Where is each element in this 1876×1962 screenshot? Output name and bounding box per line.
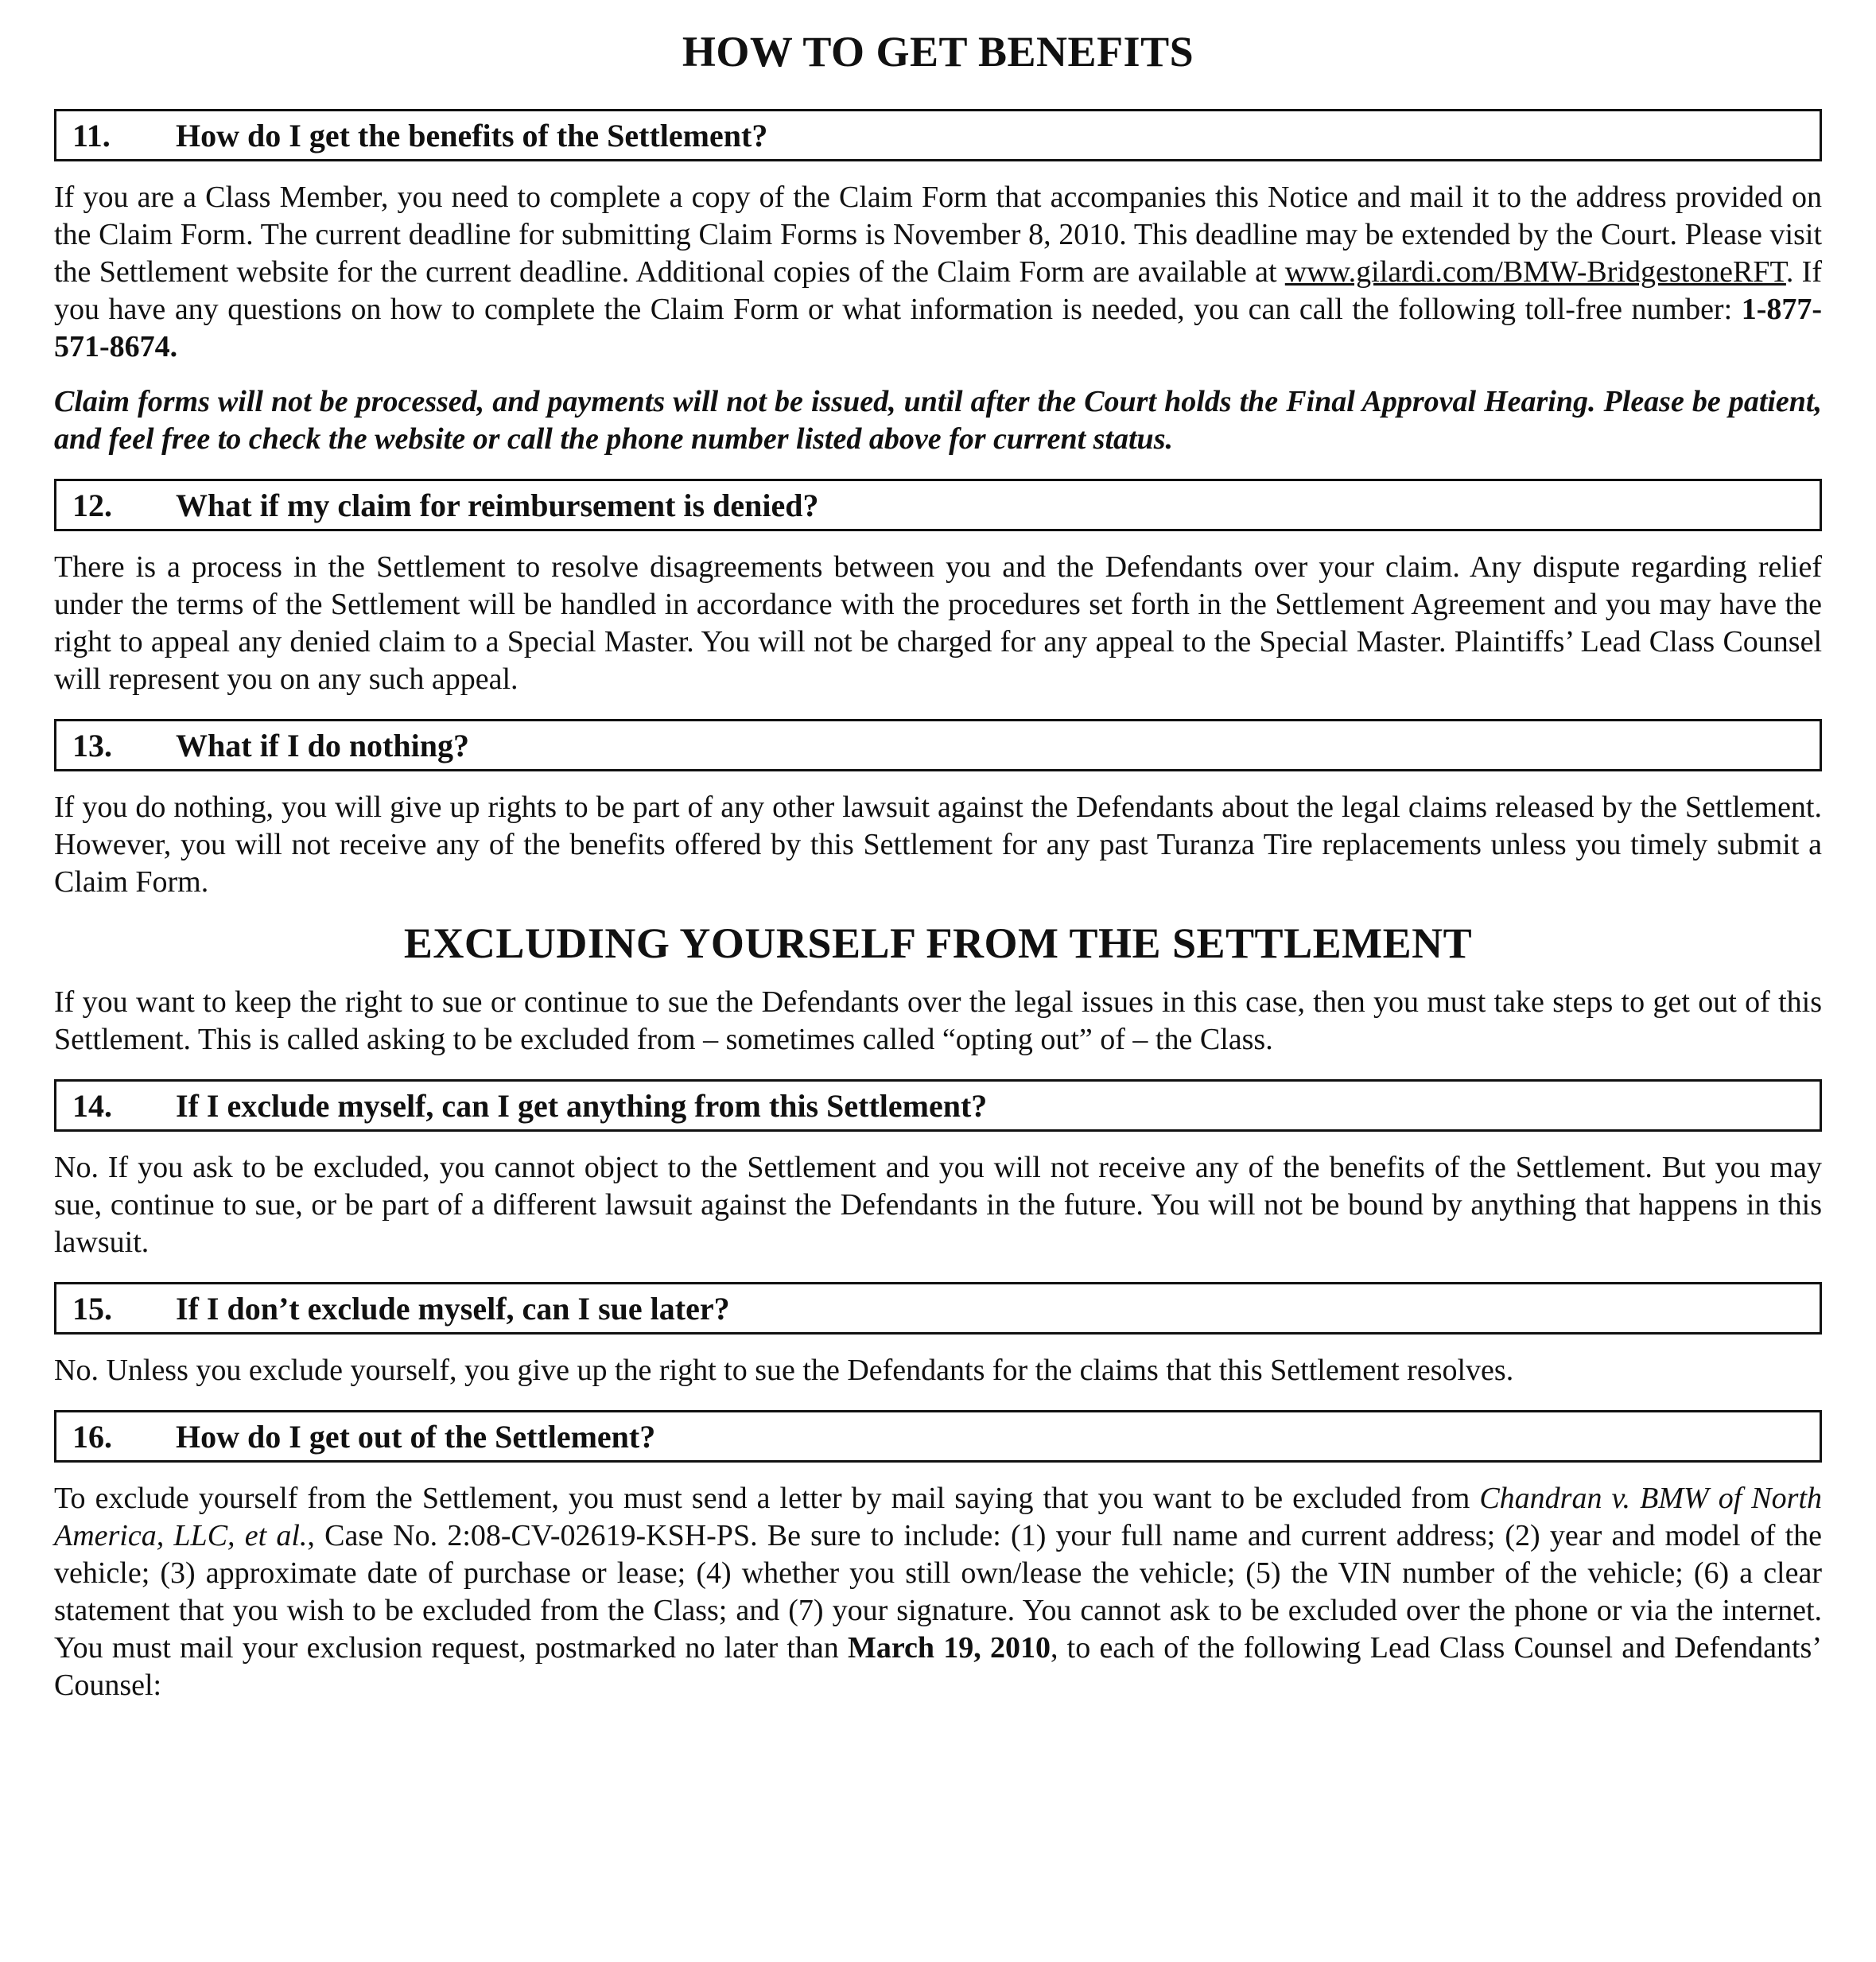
- answer-paragraph-14: No. If you ask to be excluded, you cannot object to the Settlement and you will not receive any of the benefits of the Settlement. But you may sue, continue to sue, or be part of a different lawsuit against the Defendants in the future. You will not be bound by anything that happens in this lawsuit.: [54, 1151, 1822, 1259]
- question-box-13: [54, 719, 1822, 771]
- excluding-intro-paragraph: If you want to keep the right to sue or continue to sue the Defendants over the legal issues in this case, then you must take steps to get out of this Settlement. This is called asking to be excluded from – sometimes called “opting out” of – the Class.: [54, 985, 1822, 1056]
- question-number: 11.: [72, 117, 111, 153]
- question-box-15: [54, 1282, 1822, 1335]
- question-title: If I don’t exclude myself, can I sue later?: [176, 1290, 730, 1327]
- question-title: What if my claim for reimbursement is denied?: [176, 487, 819, 523]
- question-title: If I exclude myself, can I get anything from this Settlement?: [176, 1087, 988, 1124]
- heading-excluding-yourself: EXCLUDING YOURSELF FROM THE SETTLEMENT: [403, 919, 1473, 967]
- processing-notice: Claim forms will not be processed, and payments will not be issued, until after the Court holds the Final Approval Hearing. Please be patient, and feel free to check the website or call the phone number listed above for current status.: [54, 385, 1822, 456]
- question-number: 12.: [72, 487, 112, 523]
- answer-text: If you are a Class Member, you need to complete a copy of the Claim Form that accompanies this Notice and mail it to the address provided on the Claim Form. The current deadline for submitting Claim Forms is November 8, 2010. This deadline may be extended by the Court. Please visit the Settlement website for the current deadline. Additional copies of the Claim Form are available at: [54, 181, 1822, 289]
- answer-paragraph-15: No. Unless you exclude yourself, you give up the right to sue the Defendants for the claims that this Settlement resolves.: [54, 1354, 1514, 1387]
- answer-paragraph-11: [54, 179, 1822, 366]
- answer-text: . If you have any questions on how to complete the Claim Form or what information is needed, you can call the following toll-free number:: [54, 255, 1822, 326]
- question-box-14: [54, 1079, 1822, 1132]
- question-title: What if I do nothing?: [176, 727, 469, 763]
- case-name: Chandran v. BMW of North America, LLC, et al.: [54, 1482, 1822, 1552]
- postmark-deadline: March 19, 2010: [847, 1631, 1051, 1665]
- answer-paragraph-13: If you do nothing, you will give up rights to be part of any other lawsuit against the Defendants about the legal claims released by the Settlement. However, you will not receive any of the benefits offered by this Settlement for any past Turanza Tire replacements unless you timely submit a Claim Form.: [54, 791, 1822, 899]
- question-title: How do I get the benefits of the Settlement?: [176, 117, 768, 153]
- question-number: 15.: [72, 1290, 112, 1327]
- answer-text: To exclude yourself from the Settlement, you must send a letter by mail saying that you want to be excluded from: [54, 1482, 1480, 1515]
- answer-text: , to each of the following Lead Class Counsel and Defendants’ Counsel:: [54, 1631, 1823, 1702]
- heading-how-to-get-benefits: HOW TO GET BENEFITS: [682, 28, 1194, 76]
- question-title: How do I get out of the Settlement?: [176, 1418, 656, 1455]
- question-box-11: [54, 109, 1822, 161]
- question-number: 16.: [72, 1418, 112, 1455]
- question-box-16: [54, 1410, 1822, 1463]
- toll-free-number: 1-877-571-8674.: [54, 293, 1822, 363]
- settlement-website-link[interactable]: www.gilardi.com/BMW-BridgestoneRFT: [1284, 255, 1786, 289]
- question-box-12: [54, 479, 1822, 531]
- question-number: 14.: [72, 1087, 112, 1124]
- answer-text: , Case No. 2:08-CV-02619-KSH-PS. Be sure to include: (1) your full name and current address; (2) year and model of the vehicle; (3) approximate date of purchase or lease; (4) whether you still own/lease the vehicle; (5) the VIN number of the vehicle; (6) a clear statement that you wish to be excluded from the Class; and (7) your signature. You cannot ask to be excluded over the phone or via the internet. You must mail your exclusion request, postmarked no later than: [54, 1519, 1823, 1665]
- answer-paragraph-12: There is a process in the Settlement to resolve disagreements between you and the Defendants over your claim. Any dispute regarding relief under the terms of the Settlement will be handled in accordance with the procedures set forth in the Settlement Agreement and you may have the right to appeal any denied claim to a Special Master. You will not be charged for any appeal to the Special Master. Plaintiffs’ Lead Class Counsel will represent you on any such appeal.: [54, 550, 1822, 696]
- question-number: 13.: [72, 727, 112, 763]
- answer-paragraph-16: [54, 1480, 1822, 1704]
